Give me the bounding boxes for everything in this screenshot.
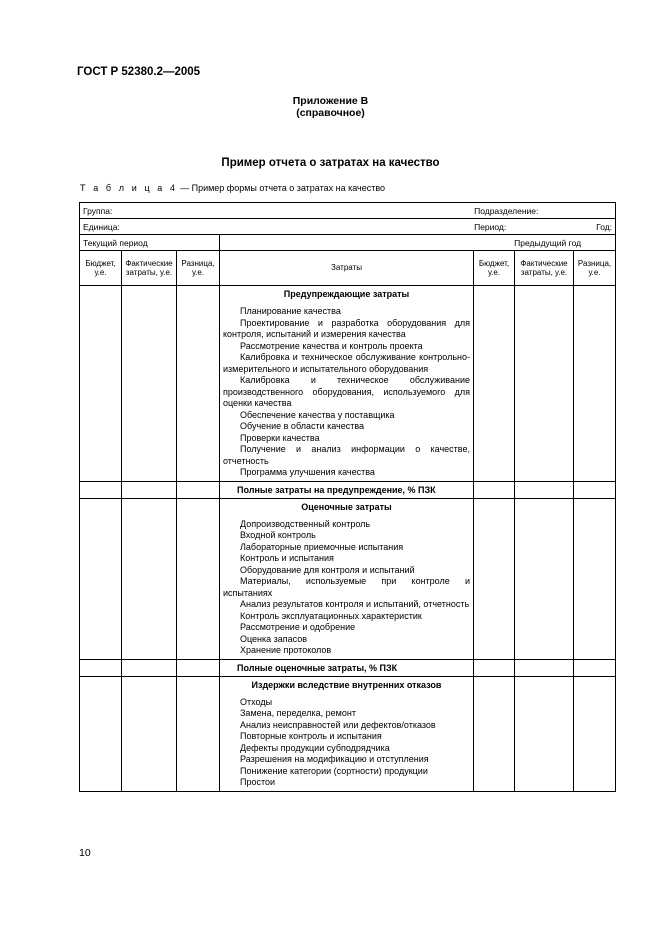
form-row-group xyxy=(80,203,616,219)
list-item: Планирование качества xyxy=(240,306,341,316)
appraisal-total: Полные оценочные затраты, % ПЗК xyxy=(237,662,398,673)
appraisal-title: Оценочные затраты xyxy=(301,501,392,512)
list-item: Контроль и испытания xyxy=(240,553,334,563)
internal-failure-title: Издержки вследствие внутренних отказов xyxy=(251,679,442,690)
list-item: Лабораторные приемочные испытания xyxy=(240,541,404,552)
list-item: Понижение категории (сортности) продукции xyxy=(240,765,428,776)
list-item: Рассмотрение и одобрение xyxy=(240,622,356,632)
table-caption xyxy=(80,183,385,193)
list-item: Обучение в области качества xyxy=(240,421,365,431)
column-header-row xyxy=(80,251,616,286)
period-label: Период: xyxy=(474,221,507,232)
appraisal-total-row xyxy=(80,659,616,676)
division-label: Подразделение: xyxy=(474,205,539,216)
list-item: Рассмотрение качества и контроль проекта xyxy=(240,340,423,351)
cost-report-table xyxy=(79,202,616,792)
list-item: Отходы xyxy=(240,696,273,707)
list-item: Оценка запасов xyxy=(240,633,308,644)
group-label: Группа: xyxy=(83,205,113,216)
appraisal-items xyxy=(220,519,473,659)
previous-year-label: Предыдущий год xyxy=(514,237,582,248)
year-label: Год: xyxy=(596,221,613,232)
list-item: Входной контроль xyxy=(240,530,316,540)
list-item: Программа улучшения качества xyxy=(240,467,375,477)
col-actual: Фактические затраты, у.е. xyxy=(122,251,177,286)
prevention-total-row xyxy=(80,481,616,498)
list-item: Замена, переделка, ремонт xyxy=(240,708,356,718)
annex-title: Приложение В xyxy=(292,95,369,107)
list-item: Повторные контроль и испытания xyxy=(240,731,382,741)
col-difference: Разница, у.е. xyxy=(177,251,220,286)
list-item: Калибровка и техническое обслуживание контрольно-измерительного и испытательного оборудования xyxy=(223,352,470,374)
list-item: Контроль эксплуатационных характеристик xyxy=(240,610,422,621)
list-item: Дефекты продукции субподрядчика xyxy=(240,742,390,753)
page-number: 10 xyxy=(79,847,91,859)
prevention-items xyxy=(220,306,473,481)
annex-subtitle: (справочное) xyxy=(296,107,365,119)
col-difference-prev: Разница, у.е. xyxy=(574,251,616,286)
form-row-unit xyxy=(80,219,616,235)
unit-label: Единица: xyxy=(83,221,120,232)
standard-number: ГОСТ Р 52380.2—2005 xyxy=(77,66,201,78)
document-title: Пример отчета о затратах на качество xyxy=(221,157,440,169)
col-budget-prev: Бюджет, у.е. xyxy=(474,251,515,286)
list-item: Хранение протоколов xyxy=(240,645,332,655)
list-item: Обеспечение качества у поставщика xyxy=(240,409,395,420)
table-caption-text: — Пример формы отчета о затратах на качество xyxy=(177,183,386,193)
section-appraisal xyxy=(80,498,616,659)
list-item: Получение и анализ информации о качестве, отчетность xyxy=(223,444,470,466)
section-internal-failure xyxy=(80,676,616,791)
form-row-periods xyxy=(80,235,616,251)
section-prevention xyxy=(80,286,616,482)
prevention-title: Предупреждающие затраты xyxy=(283,289,410,299)
col-costs: Затраты xyxy=(220,251,474,286)
list-item: Разрешения на модификацию и отступления xyxy=(240,754,429,764)
list-item: Оборудование для контроля и испытаний xyxy=(240,564,415,575)
list-item: Анализ результатов контроля и испытаний, отчетность xyxy=(240,599,470,609)
list-item: Проектирование и разработка оборудования для контроля, испытаний и измерения качества xyxy=(223,317,470,339)
list-item: Простои xyxy=(240,777,276,787)
list-item: Анализ неисправностей или дефектов/отказов xyxy=(240,719,436,730)
prevention-total: Полные затраты на предупреждение, % ПЗК xyxy=(237,484,436,495)
annex-heading xyxy=(0,95,661,119)
current-period-label: Текущий период xyxy=(83,237,148,248)
list-item: Калибровка и техническое обслуживание производственного оборудования, используемого для оценки качества xyxy=(223,375,470,408)
list-item: Проверки качества xyxy=(240,432,320,443)
list-item: Допроизводственный контроль xyxy=(240,518,371,529)
internal-failure-items xyxy=(220,697,473,791)
col-actual-prev: Фактические затраты, у.е. xyxy=(515,251,574,286)
col-budget: Бюджет, у.е. xyxy=(80,251,122,286)
list-item: Материалы, используемые при контроле и испытаниях xyxy=(223,576,470,598)
table-caption-prefix: Т а б л и ц а 4 xyxy=(80,183,178,193)
